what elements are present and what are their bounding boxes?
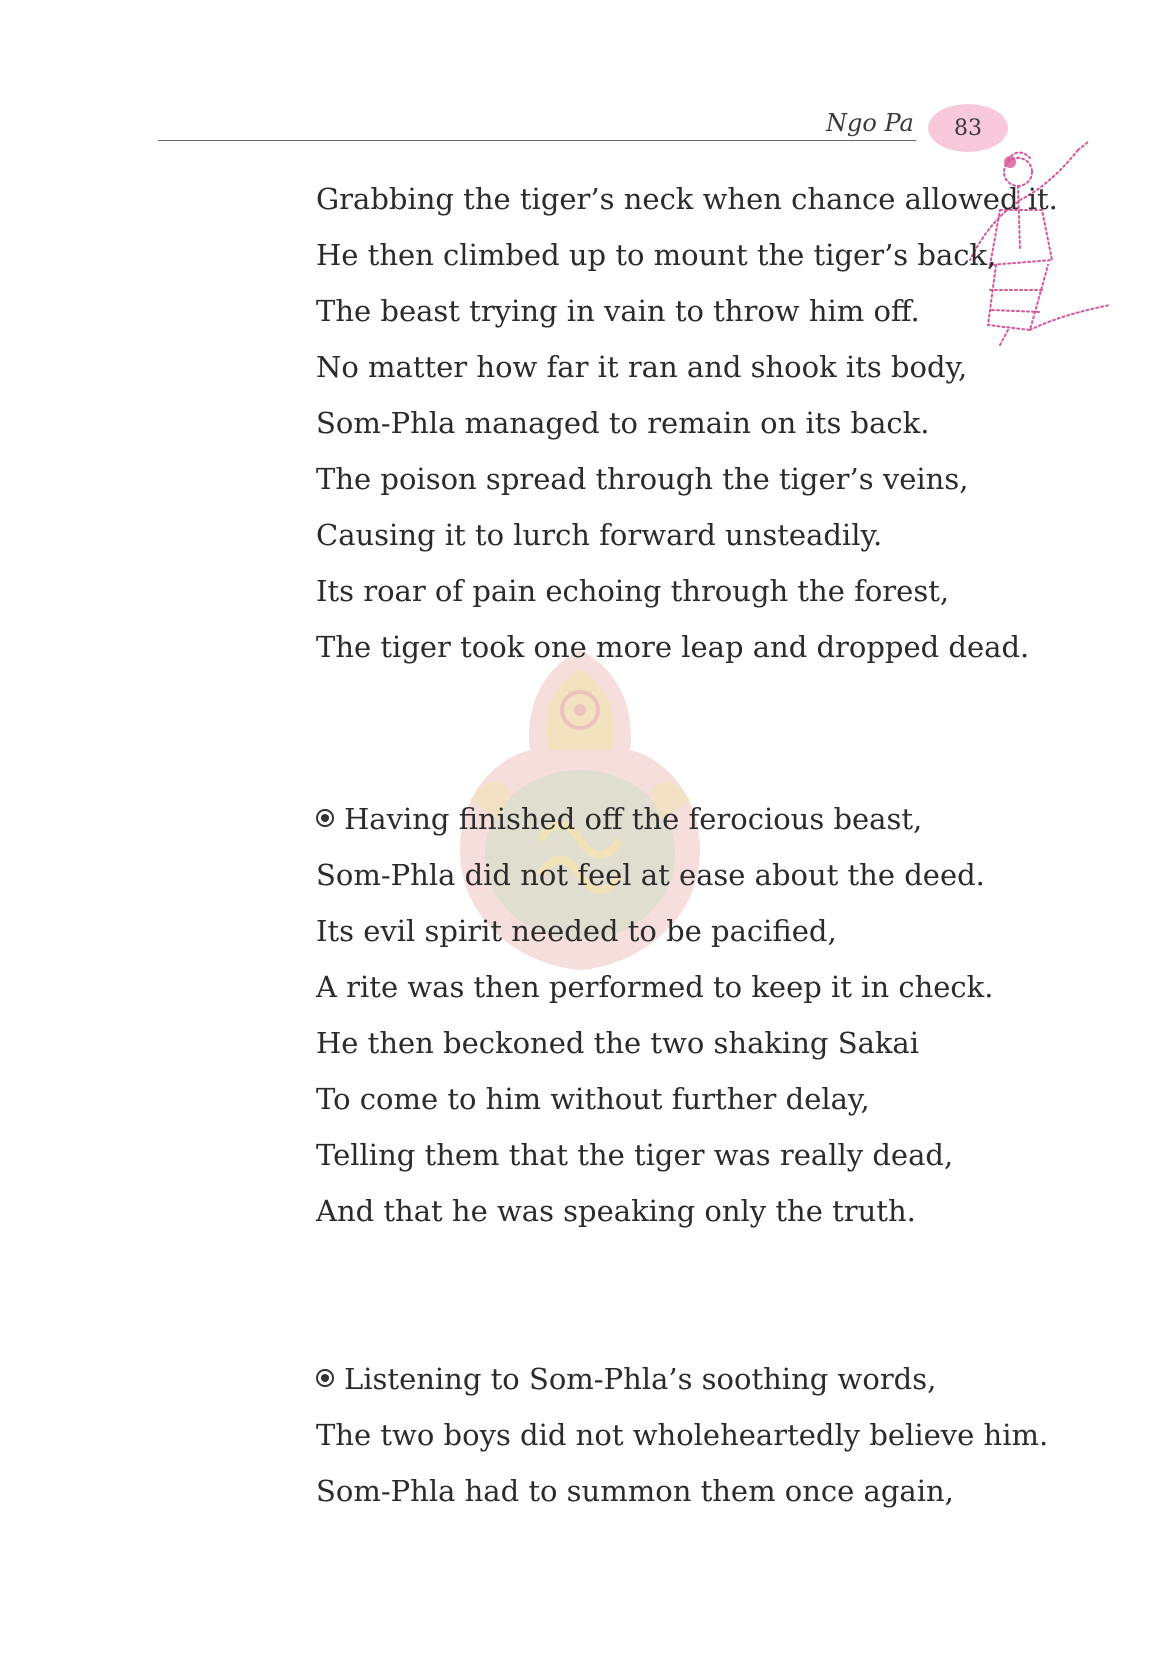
verse-line: He then beckoned the two shaking Sakai [316, 1026, 919, 1060]
verse-line: To come to him without further delay, [316, 1082, 870, 1116]
header-rule [158, 140, 916, 141]
verse-line-text: Having finished off the ferocious beast, [344, 802, 923, 836]
verse-line: The tiger took one more leap and dropped dead. [316, 630, 1030, 664]
verse-line: Som-Phla managed to remain on its back. [316, 406, 930, 440]
verse-line: The two boys did not wholeheartedly believe him. [316, 1418, 1049, 1452]
verse-line: Its evil spirit needed to be pacified, [316, 914, 837, 948]
verse-line: Som-Phla had to summon them once again, [316, 1474, 954, 1508]
verse-line: The beast trying in vain to throw him off. [316, 294, 920, 328]
verse-line: And that he was speaking only the truth. [316, 1194, 916, 1228]
verse-line: Som-Phla did not feel at ease about the deed. [316, 858, 985, 892]
verse-line: Grabbing the tiger’s neck when chance allowed it. [316, 182, 1058, 216]
page-number: 83 [954, 115, 982, 141]
verse-line: Causing it to lurch forward unsteadily. [316, 518, 883, 552]
circle-bullet-icon [316, 1369, 334, 1387]
verse-line [316, 1351, 1016, 1407]
stanza-2 [316, 791, 1016, 1239]
verse-line: No matter how far it ran and shook its body, [316, 350, 968, 384]
verse-line: He then climbed up to mount the tiger’s back, [316, 238, 997, 272]
verse-line: Telling them that the tiger was really dead, [316, 1138, 954, 1172]
verse-line: The poison spread through the tiger’s veins, [316, 462, 969, 496]
verse-line: A rite was then performed to keep it in check. [316, 970, 994, 1004]
verse-line: Its roar of pain echoing through the forest, [316, 574, 950, 608]
verse-line-text: Listening to Som-Phla’s soothing words, [344, 1362, 937, 1396]
stanza-3 [316, 1351, 1049, 1519]
circle-bullet-icon [316, 809, 334, 827]
stanza-1 [316, 171, 1058, 675]
verse-line [316, 791, 1016, 847]
running-title: Ngo Pa [826, 109, 914, 137]
